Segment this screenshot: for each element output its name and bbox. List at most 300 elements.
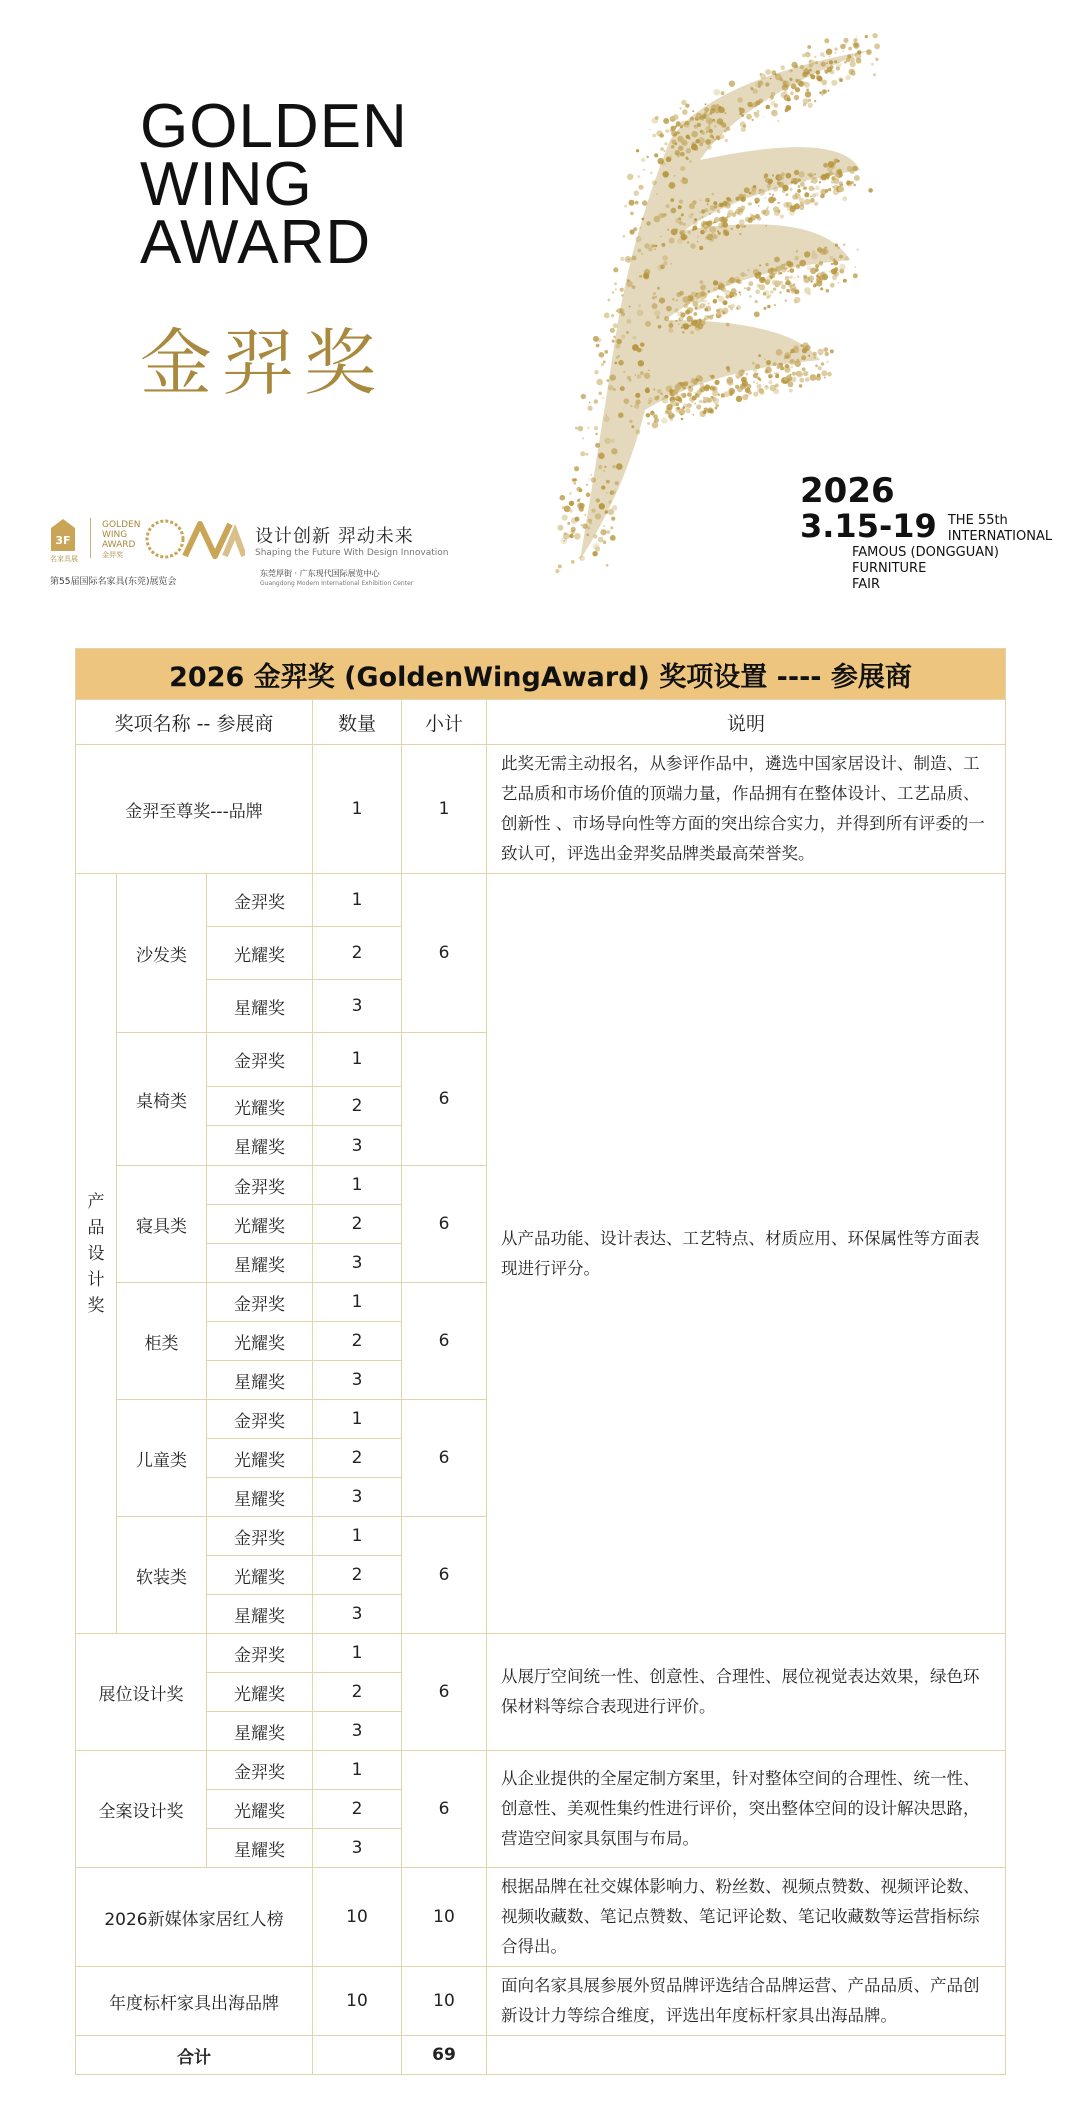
- wing-particle: [790, 366, 793, 369]
- level-name: 光耀奖: [207, 927, 313, 980]
- wing-particle: [746, 373, 749, 376]
- wing-particle: [830, 349, 834, 353]
- wing-particle: [594, 426, 598, 430]
- wing-particle: [672, 414, 676, 418]
- wing-particle: [831, 180, 835, 184]
- wing-particle: [787, 270, 789, 272]
- wing-particle: [827, 361, 829, 363]
- wing-particle: [693, 414, 695, 416]
- level-qty: 3: [313, 1361, 402, 1400]
- wing-particle: [825, 352, 829, 356]
- wing-particle: [663, 118, 669, 124]
- wing-particle: [765, 367, 772, 374]
- wing-particle: [638, 175, 641, 178]
- wing-particle: [766, 208, 768, 210]
- wing-particle: [598, 537, 604, 543]
- title-en-line: AWARD: [140, 208, 372, 277]
- wing-particle: [771, 101, 776, 106]
- level-qty: 3: [313, 1712, 402, 1751]
- wing-particle: [769, 374, 771, 376]
- wing-particle: [604, 350, 608, 354]
- wing-particle: [724, 391, 730, 397]
- wing-particle: [652, 134, 656, 138]
- total-value: 69: [402, 2036, 487, 2075]
- supreme-subtotal: 1: [402, 745, 487, 874]
- wing-particle: [780, 65, 785, 70]
- wing-particle: [736, 396, 742, 402]
- wing-particle: [581, 524, 583, 526]
- wing-particle: [742, 381, 748, 387]
- wing-particle: [594, 399, 598, 403]
- level-qty: 2: [313, 1322, 402, 1361]
- wing-particle: [721, 91, 725, 95]
- wing-particle: [733, 292, 738, 297]
- wing-particle: [705, 103, 707, 105]
- wing-particle: [782, 190, 785, 193]
- wing-particle: [763, 290, 769, 296]
- wing-particle: [754, 198, 760, 204]
- wing-particle: [838, 282, 840, 284]
- banner: [0, 0, 1080, 640]
- wing-particle: [767, 305, 771, 309]
- wing-particle: [844, 61, 847, 64]
- wing-particle: [821, 362, 825, 366]
- level-name: 星耀奖: [207, 1595, 313, 1634]
- wing-particle: [578, 426, 584, 432]
- wing-particle: [827, 372, 832, 377]
- wing-particle: [785, 276, 790, 281]
- wing-particle: [753, 392, 758, 397]
- supreme-qty: 1: [313, 745, 402, 874]
- expo-venue-en: Guangdong Modern International Exhibition Center: [260, 580, 414, 587]
- wing-particle: [831, 263, 834, 266]
- fair-line: FAIR: [852, 577, 881, 592]
- wing-particle: [746, 114, 752, 120]
- wing-particle: [791, 377, 797, 383]
- wing-particle: [871, 63, 874, 66]
- wing-particle: [571, 517, 577, 523]
- wing-particle: [803, 98, 809, 104]
- wing-particle: [614, 282, 617, 285]
- wing-particle: [629, 200, 635, 206]
- whole-subtotal: 6: [402, 1751, 487, 1868]
- total-qty-empty: [313, 2036, 402, 2075]
- level-qty: 1: [313, 1634, 402, 1673]
- wing-particle: [608, 299, 611, 302]
- wing-particle: [769, 193, 771, 195]
- wing-particle: [773, 197, 777, 201]
- wing-particle: [837, 174, 841, 178]
- wing-particle: [676, 121, 681, 126]
- level-name: 金羿奖: [207, 1166, 313, 1205]
- level-qty: 2: [313, 1439, 402, 1478]
- level-qty: 2: [313, 1790, 402, 1829]
- wing-particle: [757, 284, 761, 288]
- wing-particle: [749, 217, 752, 220]
- wing-particle: [828, 55, 830, 57]
- category-name: 沙发类: [117, 874, 207, 1033]
- level-qty: 3: [313, 1126, 402, 1166]
- total-row: [76, 2036, 1006, 2075]
- wing-particle: [785, 364, 789, 368]
- wing-particle: [611, 314, 614, 317]
- level-qty: 1: [313, 1517, 402, 1556]
- wing-particle: [600, 529, 606, 535]
- level-name: 星耀奖: [207, 1126, 313, 1166]
- level-qty: 1: [313, 874, 402, 927]
- wing-particle: [799, 378, 804, 383]
- wing-particle: [805, 377, 810, 382]
- wing-particle: [571, 560, 575, 564]
- wing-particle: [593, 336, 599, 342]
- wing-particle: [603, 525, 605, 527]
- wing-particle: [799, 384, 802, 387]
- wing-particle: [575, 427, 578, 430]
- wing-particle: [774, 280, 780, 286]
- wing-particle: [664, 142, 667, 145]
- wing-particle: [834, 47, 837, 50]
- wing-particle: [797, 276, 799, 278]
- level-name: 金羿奖: [207, 1283, 313, 1322]
- wing-particle: [875, 58, 878, 61]
- fair-aside-line: THE 55th: [947, 513, 1008, 528]
- wing-particle: [785, 105, 791, 111]
- wing-particle: [650, 171, 653, 174]
- wing-particle: [599, 352, 605, 358]
- wing-particle: [703, 410, 707, 414]
- wing-particle: [790, 92, 794, 96]
- wing-particle: [562, 515, 568, 521]
- wing-particle: [646, 413, 651, 418]
- level-qty: 1: [313, 1400, 402, 1439]
- wing-particle: [789, 268, 794, 273]
- wing-particle: [560, 495, 566, 501]
- wing-particle: [785, 300, 787, 302]
- expo-venue: 东莞厚街 · 广东现代国际展览中心: [260, 569, 380, 578]
- level-name: 星耀奖: [207, 1712, 313, 1751]
- wing-particle: [777, 120, 779, 122]
- gw-logo-cn: 金羿奖: [102, 551, 123, 559]
- wing-particle: [769, 99, 771, 101]
- wing-particle: [804, 192, 809, 197]
- level-qty: 3: [313, 1478, 402, 1517]
- wing-particle: [851, 181, 854, 184]
- group-char: 计: [87, 1269, 105, 1290]
- wing-particle: [761, 210, 766, 215]
- wing-particle: [792, 372, 796, 376]
- wing-particle: [711, 396, 714, 399]
- wing-particle: [610, 526, 613, 529]
- wing-particle: [717, 311, 721, 315]
- wing-particle: [620, 257, 624, 261]
- wing-particle: [596, 344, 600, 348]
- wing-particle: [763, 307, 766, 310]
- wing-particle: [563, 540, 565, 542]
- wing-particle: [603, 540, 607, 544]
- wing-particle: [774, 304, 776, 306]
- wing-particle: [581, 394, 586, 399]
- wing-particle: [679, 393, 684, 398]
- wing-particle: [825, 189, 829, 193]
- booth-subtotal: 6: [402, 1634, 487, 1751]
- wing-particle: [724, 290, 730, 296]
- level-name: 金羿奖: [207, 1634, 313, 1673]
- level-qty: 1: [313, 1166, 402, 1205]
- wing-particle: [829, 271, 831, 273]
- booth-desc: 从展厅空间统一性、创意性、合理性、展位视觉表达效果，绿色环保材料等综合表现进行评价。: [487, 1634, 1006, 1751]
- wing-particle: [790, 285, 797, 292]
- slogan-en: Shaping the Future With Design Innovation: [255, 548, 449, 558]
- awards-table: [75, 648, 1006, 2075]
- wing-particle: [801, 373, 804, 376]
- wing-particle: [712, 314, 714, 316]
- wing-particle: [826, 49, 832, 55]
- wing-particle: [690, 308, 694, 312]
- wing-particle: [794, 95, 799, 100]
- wing-particle: [795, 292, 797, 294]
- wing-particle: [590, 474, 592, 476]
- wing-particle: [751, 119, 753, 121]
- level-name: 光耀奖: [207, 1205, 313, 1244]
- level-name: 光耀奖: [207, 1673, 313, 1712]
- wing-particle: [572, 478, 576, 482]
- fair-aside-line: INTERNATIONAL: [947, 529, 1053, 544]
- wing-particle: [654, 153, 658, 157]
- wing-particle: [838, 78, 843, 83]
- logo-divider: [90, 518, 91, 558]
- wing-particle: [606, 530, 610, 534]
- wing-particle: [680, 413, 683, 416]
- wing-particle: [729, 393, 732, 396]
- wing-particle: [824, 38, 829, 43]
- wing-particle: [739, 291, 741, 293]
- wing-particle: [791, 205, 795, 209]
- wing-particle: [715, 407, 718, 410]
- wing-particle: [865, 35, 868, 38]
- wing-particle: [758, 205, 760, 207]
- table-row: [76, 1967, 1006, 2036]
- wing-particle: [874, 43, 880, 49]
- wing-particle: [803, 277, 810, 284]
- wing-particle: [586, 493, 591, 498]
- wing-particle: [589, 402, 591, 404]
- table-row: [76, 874, 1006, 927]
- wing-particle: [586, 484, 588, 486]
- wing-particle: [602, 397, 604, 399]
- wing-particle: [768, 380, 772, 384]
- wing-particle: [704, 397, 710, 403]
- wing-particle: [833, 186, 835, 188]
- wing-particle: [822, 89, 827, 94]
- wing-particle: [789, 389, 793, 393]
- wing-particle: [820, 287, 823, 290]
- wing-particle: [707, 302, 709, 304]
- category-subtotal: 6: [402, 1400, 487, 1517]
- wing-particle: [577, 499, 580, 502]
- wing-particle: [727, 213, 732, 218]
- fair-aside: [948, 513, 1052, 545]
- wing-particle: [796, 371, 802, 377]
- whole-name: 全案设计奖: [76, 1751, 207, 1868]
- whole-desc: 从企业提供的全屋定制方案里，针对整体空间的合理性、统一性、创意性、美观性集约性进行评价，突出整体空间的设计解决思路，营造空间家具氛围与布局。: [487, 1751, 1006, 1868]
- wing-particle: [826, 289, 830, 293]
- wing-particle: [696, 404, 701, 409]
- wing-particle: [823, 347, 828, 352]
- wing-particle: [866, 49, 872, 55]
- wing-particle: [740, 294, 742, 296]
- wing-particle: [609, 513, 611, 515]
- wing-particle: [677, 407, 680, 410]
- wing-particle: [786, 280, 791, 285]
- wing-particle: [827, 90, 829, 92]
- wing-particle: [853, 184, 856, 187]
- wing-particle: [555, 569, 559, 573]
- wing-particle: [792, 194, 798, 200]
- wing-particle: [811, 181, 813, 183]
- level-name: 金羿奖: [207, 1751, 313, 1790]
- level-name: 星耀奖: [207, 980, 313, 1033]
- product-group-label: [76, 874, 117, 1634]
- wing-particle: [778, 202, 780, 204]
- wing-particle: [819, 91, 822, 94]
- wing-particle: [805, 52, 811, 58]
- wing-particle: [579, 507, 584, 512]
- wing-particle: [819, 181, 821, 183]
- wing-particle: [630, 212, 634, 216]
- slogan: 设计创新 羿动未来: [255, 526, 414, 547]
- table-row: [76, 1751, 1006, 1790]
- wing-particle: [713, 398, 719, 404]
- wing-particle: [766, 105, 771, 110]
- level-name: 金羿奖: [207, 1517, 313, 1556]
- wing-particle: [809, 60, 812, 63]
- wing-particle: [592, 551, 597, 556]
- wing-particle: [763, 116, 765, 118]
- header-qty: 数量: [313, 700, 402, 745]
- wing-particle: [781, 284, 786, 289]
- title-cn: 金羿奖: [140, 321, 387, 405]
- category-subtotal: 6: [402, 1166, 487, 1283]
- wing-particle: [762, 277, 766, 281]
- wing-particle: [800, 182, 805, 187]
- wing-particle: [773, 288, 776, 291]
- level-name: 星耀奖: [207, 1361, 313, 1400]
- category-subtotal: 6: [402, 1283, 487, 1400]
- wing-particle: [787, 98, 791, 102]
- level-qty: 3: [313, 1244, 402, 1283]
- wing-particle: [872, 33, 877, 38]
- group-char: 品: [87, 1217, 105, 1238]
- level-qty: 1: [313, 1033, 402, 1087]
- level-qty: 3: [313, 1595, 402, 1634]
- level-qty: 2: [313, 1673, 402, 1712]
- gw-logo-line: WING: [102, 530, 128, 540]
- level-name: 光耀奖: [207, 1556, 313, 1595]
- level-name: 光耀奖: [207, 1086, 313, 1126]
- level-qty: 1: [313, 1283, 402, 1322]
- wing-particle: [753, 381, 756, 384]
- wing-particle: [817, 374, 821, 378]
- wing-particle: [647, 422, 650, 425]
- level-qty: 3: [313, 1829, 402, 1868]
- wing-particle: [678, 398, 682, 402]
- wing-particle: [842, 51, 844, 53]
- media-name: 2026新媒体家居红人榜: [76, 1868, 313, 1967]
- level-name: 金羿奖: [207, 874, 313, 927]
- wing-particle: [692, 110, 694, 112]
- wing-particle: [569, 534, 573, 538]
- wing-particle: [585, 453, 588, 456]
- wing-particle: [673, 114, 679, 120]
- category-subtotal: 6: [402, 1517, 487, 1634]
- wing-particle: [790, 374, 792, 376]
- wing-particle: [722, 217, 724, 219]
- wing-particle: [598, 392, 602, 396]
- wing-particle: [824, 377, 826, 379]
- wing-particle: [779, 291, 781, 293]
- wing-particle: [704, 300, 707, 303]
- fair-name: [852, 545, 1052, 593]
- wing-particle: [853, 38, 857, 42]
- wing-particle: [685, 104, 689, 108]
- wing-particle: [735, 385, 739, 389]
- export-desc: 面向名家具展参展外贸品牌评选结合品牌运营、产品品质、产品创新设计力等综合维度，评选出年度标杆家具出海品牌。: [487, 1967, 1006, 2036]
- media-qty: 10: [313, 1868, 402, 1967]
- wing-particle: [803, 371, 808, 376]
- wing-particle: [744, 287, 746, 289]
- wing-particle: [696, 393, 699, 396]
- wing-particle: [823, 55, 825, 57]
- wing-particle: [756, 382, 758, 384]
- wing-particle: [812, 193, 816, 197]
- wing-particle: [630, 229, 635, 234]
- wing-particle: [689, 403, 691, 405]
- wing-particle: [756, 373, 758, 375]
- wing-particle: [569, 492, 572, 495]
- wing-particle: [613, 267, 618, 272]
- wing-particle: [596, 379, 603, 386]
- wing-particle: [745, 394, 749, 398]
- wing-particle: [558, 564, 562, 568]
- wing-particle: [569, 509, 573, 513]
- wing-particle: [780, 366, 784, 370]
- wing-particle: [747, 287, 751, 291]
- level-name: 星耀奖: [207, 1244, 313, 1283]
- wing-particle: [857, 249, 859, 251]
- header-row: [76, 700, 1006, 745]
- wing-particle: [843, 279, 847, 283]
- wing-particle: [666, 408, 672, 414]
- wing-particle: [628, 259, 630, 261]
- wing-particle: [647, 156, 650, 159]
- wing-particle: [786, 289, 789, 292]
- wing-particle: [574, 533, 581, 540]
- wing-particle: [813, 189, 815, 191]
- wing-particle: [845, 75, 850, 80]
- wing-particle: [636, 149, 639, 152]
- wing-particle: [825, 70, 829, 74]
- wing-particle: [757, 110, 760, 113]
- golden-wing-logo: [102, 520, 140, 560]
- wing-particle: [680, 312, 685, 317]
- wing-particle: [604, 313, 610, 319]
- wing-particle: [558, 525, 564, 531]
- wing-particle: [839, 264, 846, 271]
- wing-particle: [790, 188, 793, 191]
- owa-logo-icon: [145, 518, 245, 560]
- category-name: 寝具类: [117, 1166, 207, 1283]
- table-row: [76, 1868, 1006, 1967]
